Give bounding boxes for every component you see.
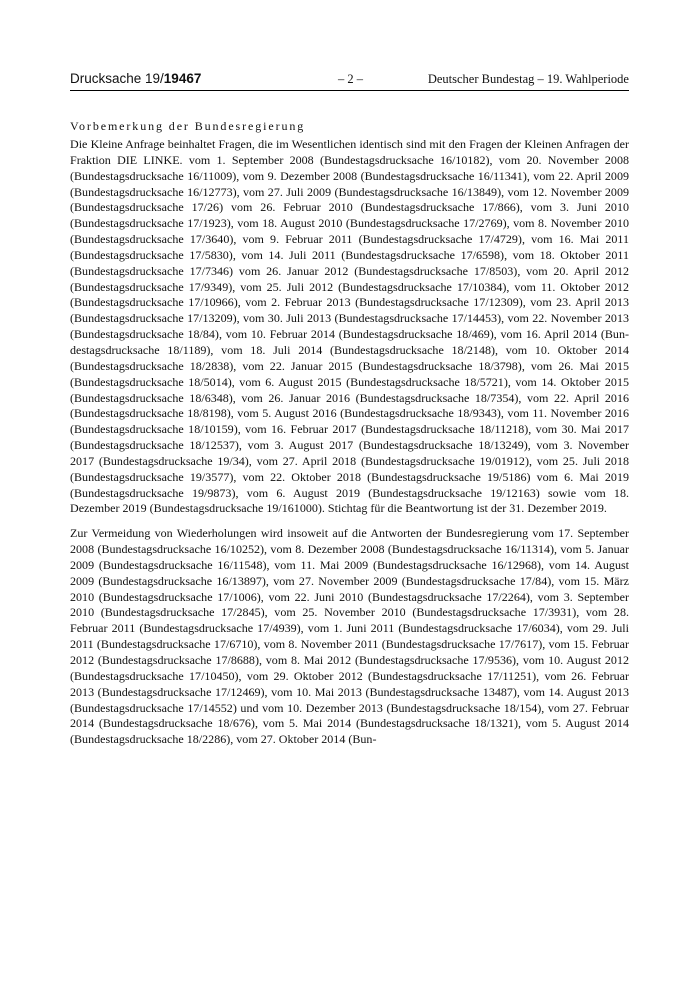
document-body	[70, 137, 629, 748]
paragraph-2: Zur Vermeidung von Wiederholungen wird insoweit auf die Antworten der Bundesregierung vom 17. September 2008 (Bundestagsdrucksache 16/10252), vom 8. Dezember 2008 (Bundestagsdrucksache 16/11314), vom 5. Januar 2009 (Bundestagsdrucksache 16/11548), vom 11. Mai 2009 (Bundestagsdrucksache 16/12968), vom 14. August 2009 (Bundestagsdrucksache 16/13897), vom 27. November 2009 (Bundestagsdrucksache 17/84), vom 15. März 2010 (Bundestagsdrucksache 17/1006), vom 22. Juni 2010 (Bundestagsdrucksache 17/2264), vom 3. September 2010 (Bundestagsdrucksache 17/2845), vom 25. November 2010 (Bundestagsdrucksache 17/3931), vom 28. Februar 2011 (Bundestagsdrucksache 17/4939), vom 1. Juni 2011 (Bundestagsdrucksache 17/6034), vom 29. Juli 2011 (Bundestagsdrucksache 17/6710), vom 8. November 2011 (Bundestagsdrucksache 17/7617), vom 15. Februar 2012 (Bundestagsdrucksache 17/8688), vom 8. Mai 2012 (Bundestagsdrucksache 17/9536), vom 10. August 2012 (Bundestagsdrucksache 17/10450), vom 29. Oktober 2012 (Bundestagsdrucksache 17/11251), vom 26. Februar 2013 (Bundestagsdrucksache 17/12469), vom 10. Mai 2013 (Bundestagsdrucksache 13487), vom 14. August 2013 (Bundestagsdrucksache 17/14552) und vom 10. Dezember 2013 (Bundestagsdrucksache 18/154), vom 27. Februar 2014 (Bundestagsdrucksache 18/676), vom 5. Mai 2014 (Bundestagsdrucksache 18/1321), vom 5. August 2014 (Bundestagsdrucksache 18/2286), vom 27. Oktober 2014 (Bun-	[70, 526, 629, 747]
page-header	[70, 71, 629, 89]
section-title: Vorbemerkung der Bundesregierung	[70, 119, 306, 133]
document-number-prefix: Drucksache 19/	[70, 71, 164, 86]
document-number-value: 19467	[163, 71, 202, 86]
header-divider	[70, 90, 629, 91]
paragraph-1: Die Kleine Anfrage beinhaltet Fragen, die im Wesentlichen identisch sind mit den Fragen der Kleinen Anfragen der Fraktion DIE LINKE. vom 1. September 2008 (Bundestagsdrucksache 16/10182), vom 20. November 2008 (Bundestagsdrucksache 16/11009), vom 9. Dezember 2008 (Bundestagsdrucksache 16/11341), vom 22. April 2009 (Bundestagsdrucksache 16/12773), vom 27. Juli 2009 (Bundestagsdrucksache 16/13849), vom 12. November 2009 (Bundestagsdrucksache 17/26) vom 26. Februar 2010 (Bundestagsdrucksache 17/866), vom 3. Juni 2010 (Bundestagsdrucksache 17/1923), vom 18. August 2010 (Bundestagsdrucksache 17/2769), vom 8. November 2010 (Bundestagsdrucksache 17/3640), vom 9. Februar 2011 (Bundestagsdrucksache 17/4729), vom 16. Mai 2011 (Bundestagsdrucksache 17/5830), vom 14. Juli 2011 (Bundestagsdrucksache 17/6598), vom 18. Oktober 2011 (Bundestagsdrucksache 17/7346) vom 26. Januar 2012 (Bundestagsdrucksache 17/8503), vom 20. April 2012 (Bundestagsdrucksache 17/9349), vom 25. Juli 2012 (Bundestagsdrucksache 17/10384), vom 11. Oktober 2012 (Bundestagsdrucksache 17/10966), vom 2. Februar 2013 (Bundestagsdrucksache 17/12309), vom 23. April 2013 (Bundestagsdrucksache 17/13209), vom 30. Juli 2013 (Bundestagsdrucksache 17/14453), vom 22. November 2013 (Bundestagsdrucksache 18/84), vom 10. Februar 2014 (Bundestagsdrucksache 18/469), vom 16. April 2014 (Bundestagsdrucksache 18/1189), vom 18. Juli 2014 (Bundestagsdrucksache 18/2148), vom 10. Oktober 2014 (Bundestagsdrucksache 18/2838), vom 22. Januar 2015 (Bundestagsdrucksache 18/3798), vom 26. Mai 2015 (Bundestagsdrucksache 18/5014), vom 6. August 2015 (Bundestagsdrucksache 18/5721), vom 14. Oktober 2015 (Bundestagsdrucksache 18/6348), vom 26. Januar 2016 (Bundestagsdrucksache 18/7354), vom 22. April 2016 (Bundestagsdrucksache 18/8198), vom 5. August 2016 (Bundestagsdrucksache 18/9343), vom 11. November 2016 (Bundestagsdrucksache 18/10159), vom 16. Februar 2017 (Bundestagsdrucksache 18/11218), vom 30. Mai 2017 (Bundestagsdrucksache 18/12537), vom 3. August 2017 (Bundestagsdrucksache 18/13249), vom 3. November 2017 (Bundestagsdrucksache 19/34), vom 27. April 2018 (Bundestagsdrucksache 19/01912), vom 25. Juli 2018 (Bundestagsdrucksache 19/3577), vom 22. Oktober 2018 (Bundestagsdrucksache 19/5186) vom 6. Mai 2019 (Bundestagsdrucksache 19/9873), vom 6. August 2019 (Bundestagsdrucksache 19/12163) sowie vom 18. Dezember 2019 (Bundestagsdrucksache 19/161000). Stichtag für die Beantwortung ist der 31. Dezember 2019.	[70, 137, 629, 516]
page-number: – 2 –	[338, 72, 363, 86]
document-number	[70, 71, 201, 86]
parliament-period: Deutscher Bundestag – 19. Wahlperiode	[427, 72, 629, 86]
